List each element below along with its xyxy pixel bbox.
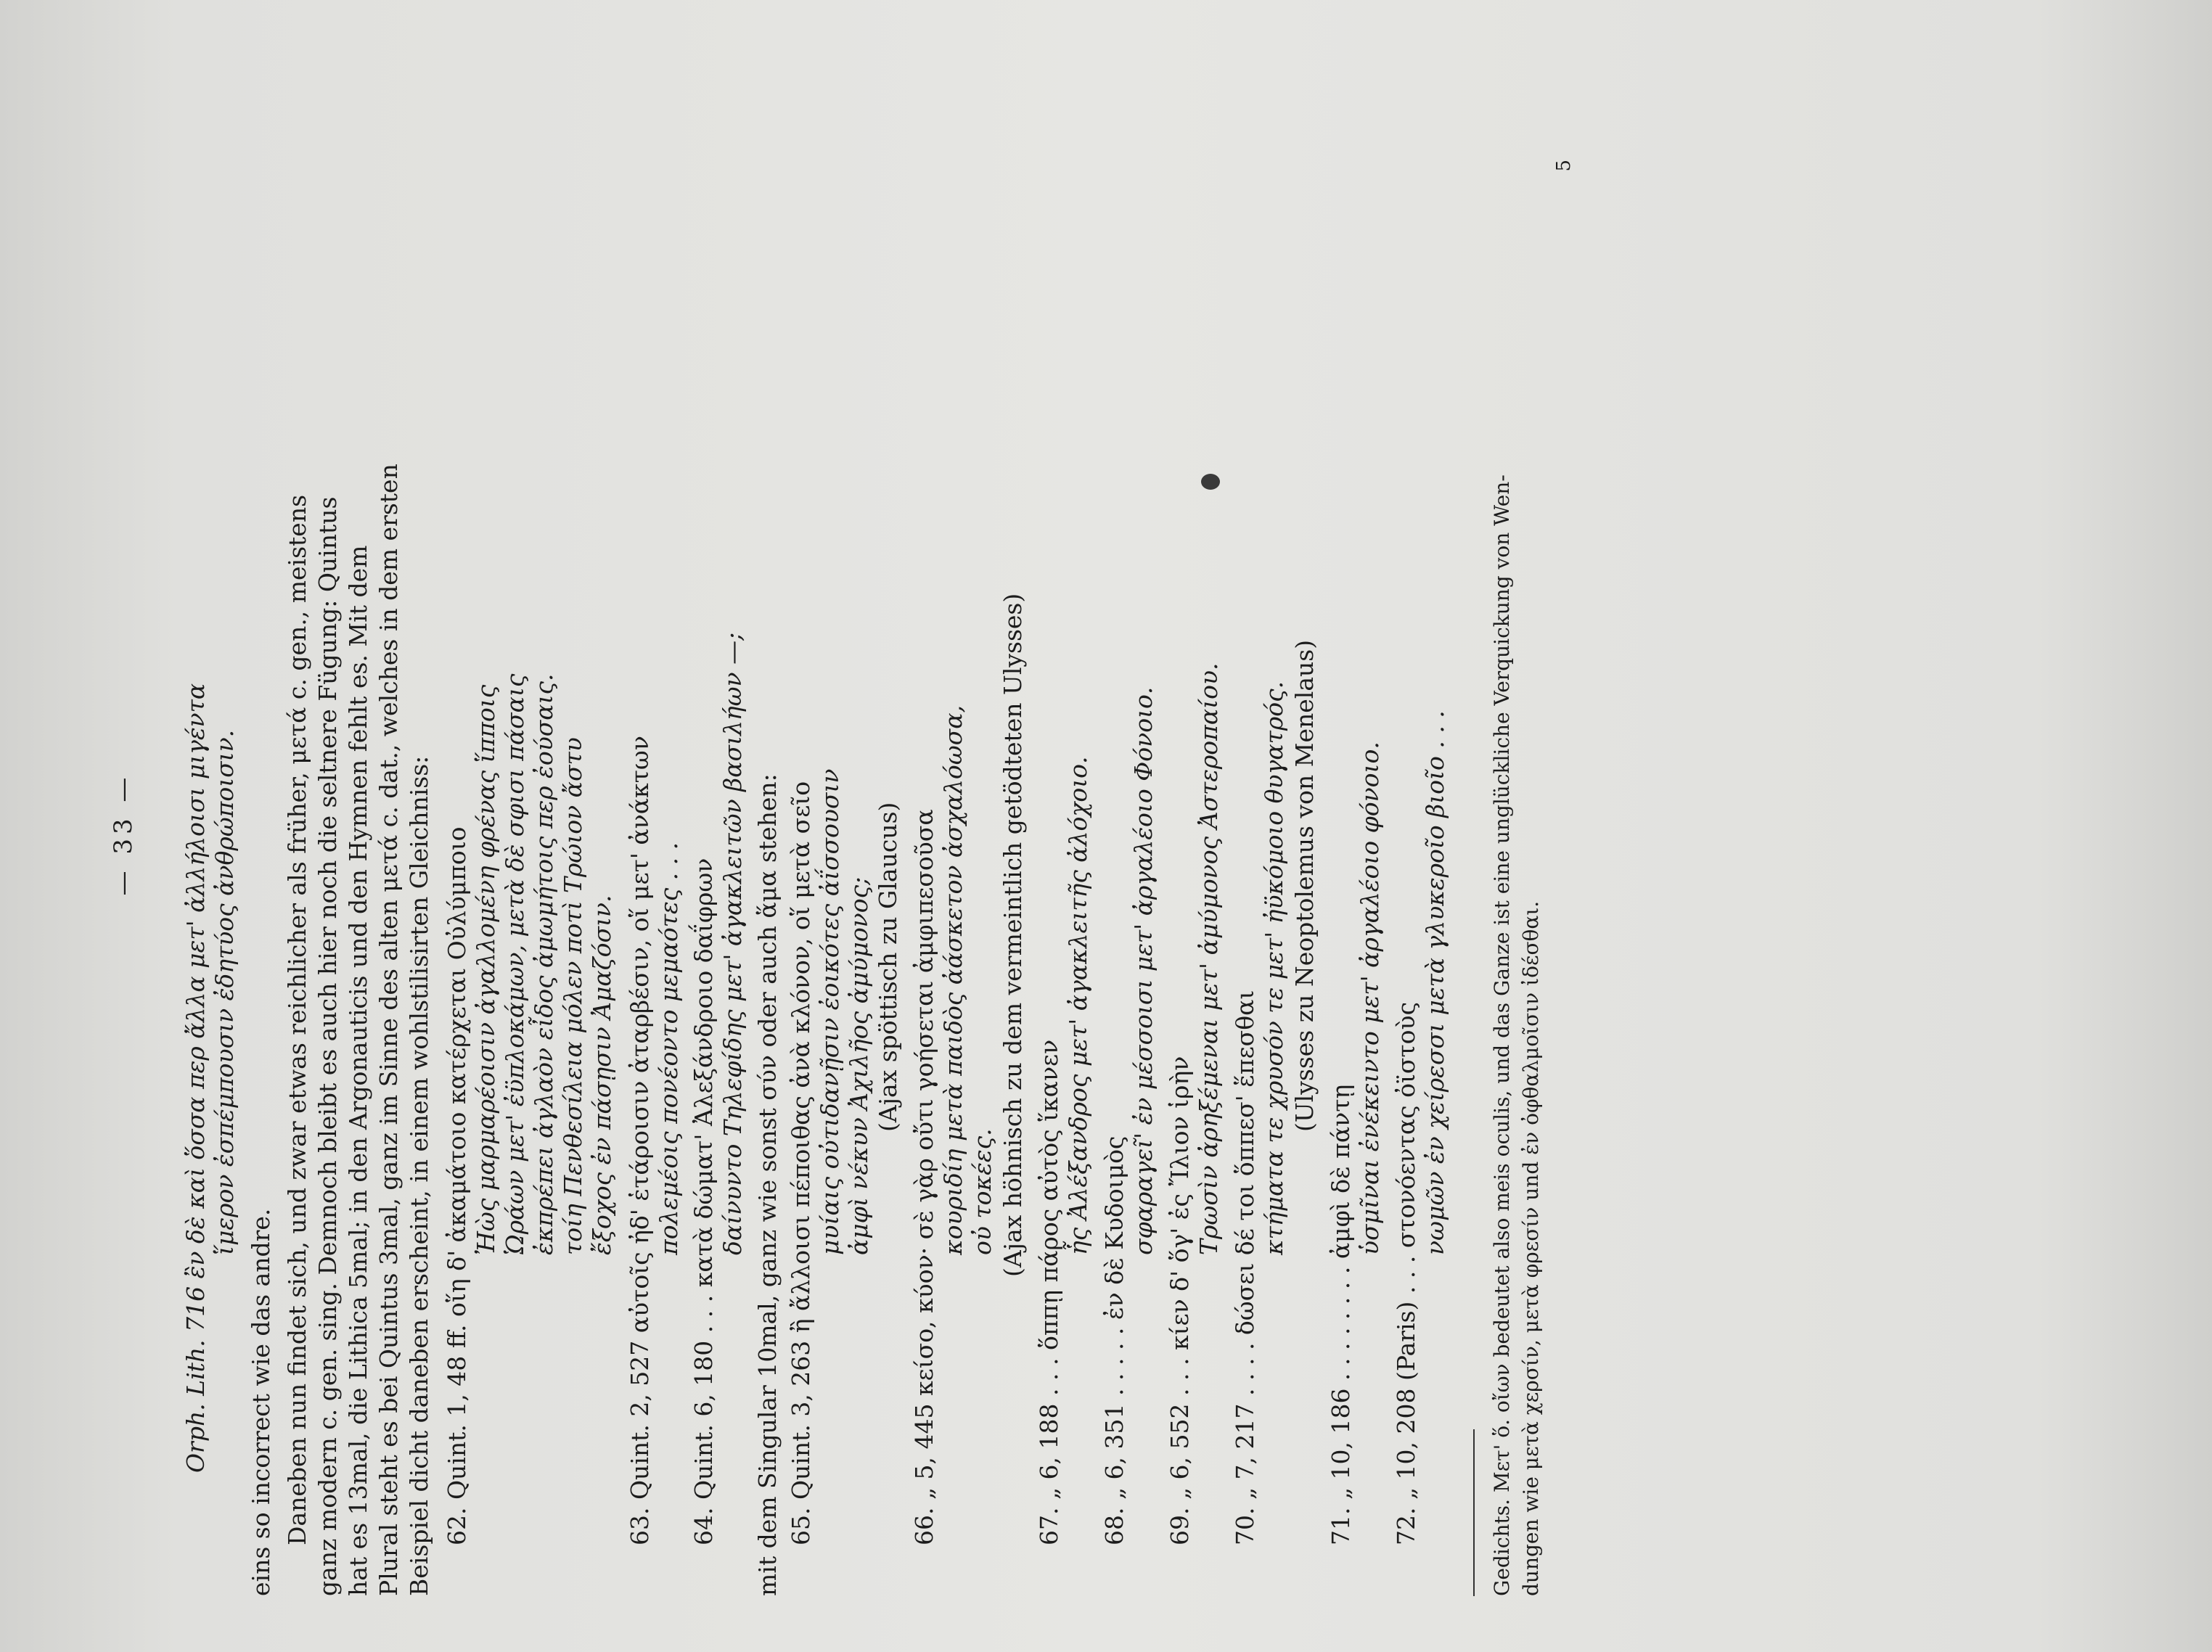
sheet-signature: 5: [1553, 160, 1575, 172]
footnote-line: Gedichts. Μετ' ὅ. οἴων bedeutet also meis oculis, und das Ganze ist eine unglückliche Verquickung von Wen-: [1490, 474, 1514, 1596]
greek-quote: Τρωσὶν ἀρηξέμεναι μετ' ἀμύμονος Ἀστεροπαίου.: [1195, 662, 1223, 1255]
greek-quote: πολεμέοις πονέοντο μεμαότες . . .: [655, 842, 683, 1255]
greek-quote: τοίη Πενθεσίλεια μόλεν ποτὶ Τρώιον ἄστυ: [559, 737, 587, 1255]
greek-quote: κουριδίη μετὰ παιδὸς ἀάσκετον ἀσχαλόωσα,: [939, 705, 967, 1255]
text-line: Daneben nun findet sich, und zwar etwas reichlicher als früher, μετά c. gen., meistens: [283, 494, 311, 1545]
example-line: 72. „ 10, 208 (Paris) . . . στονόεντας ὀϊστοὺς: [1392, 1001, 1420, 1545]
text-line: mit dem Singular 10mal, ganz wie sonst σύν oder auch ἅμα stehen:: [753, 773, 782, 1596]
greek-quote: ὑσμῖναι ἐνέκειντο μετ' ἀργαλέοιο φόνοιο.: [1356, 741, 1384, 1255]
example-line: 67. „ 6, 188 . . . ὅππῃ πάρος αὐτὸς ἵκανεν: [1035, 1039, 1063, 1545]
example-line: 69. „ 6, 552 . . . κίεν δ' ὅγ' ἐς Ἴλιον ἱρὴν: [1166, 1056, 1194, 1545]
example-line: 64. Quint. 6, 180 . . . κατὰ δώματ' Ἀλεξάνδροιο δαΐφρων: [689, 858, 718, 1545]
greek-quote: σφαραγεῖ' ἐν μέσσοισι μετ' ἀργαλέοιο Φόνοιο.: [1129, 686, 1158, 1255]
greek-quote: κτήματα τε χρυσόν τε μετ' ἠϋκόμοιο θυγατρός.: [1260, 681, 1288, 1255]
comment-line: (Ajax höhnisch zu dem vermeintlich getödteten Ulysses): [999, 593, 1027, 1277]
greek-quote: οὐ τοκέες.: [968, 1128, 996, 1255]
comment-line: (Ajax spöttisch zu Glaucus): [874, 802, 902, 1132]
text-line: Plural steht es bei Quintus 3mal, ganz im Sinne des alten μετά c. dat., welches in dem ersten: [374, 464, 403, 1596]
text-line: Orph. Lith. 716 ἒν δὲ καὶ ὅσσα περ ἄλλα μετ' ἀλλήλοισι μιγέντα: [181, 683, 210, 1473]
greek-quote: ἔξοχος ἐν πάσῃσιν Ἀμαζόσιν.: [588, 895, 616, 1255]
text-line: Beispiel dicht daneben erscheint, in einem wohlstilisirten Gleichniss:: [405, 755, 433, 1596]
greek-quote: Ὡράων μετ' ἐϋπλοκάμων, μετὰ δὲ σφισι πάσαις: [501, 673, 529, 1255]
text-line: eins so incorrect wie das andre.: [247, 1208, 275, 1596]
example-line: 65. Quint. 3, 263 ἢ ἄλλοισι πέποιθας ἀνὰ κλόνον, οἵ μετὰ σεῖο: [787, 781, 815, 1545]
page-number: — 33 —: [109, 773, 138, 896]
text-line: hat es 13mal, die Lithica 5mal; in den Argonauticis und den Hymnen fehlt es. Mit dem: [344, 545, 372, 1596]
example-line: 62. Quint. 1, 48 ff. οἵη δ' ἀκαμάτοιο κατέρχεται Οὐλύμποιο: [443, 826, 471, 1545]
example-line: 70. „ 7, 217 . . . . δώσει δέ τοι ὅππεσ' ἕπεσθαι: [1231, 990, 1259, 1545]
text-line: ganz modern c. gen. sing. Demnoch bleibt es auch hier noch die seltnere Fügung: Quintus: [314, 496, 342, 1596]
example-line: 66. „ 5, 445 κείσο, κύον· σὲ γὰρ οὔτι γοήσεται ἀμφιπεσοῦσα: [910, 809, 938, 1545]
greek-quote: Ἠὼς μαρμαρέοισιν ἀγαλλομένη φρένας ἵπποις: [472, 684, 500, 1255]
greek-quote: μυίαις οὐτιδανῇσιν ἐοικότες ἀΐσσουσιν: [816, 768, 844, 1255]
greek-quote: ἀμφὶ νέκυν Ἀχιλῆος ἀμύμονος;: [845, 876, 873, 1255]
text-line: ἵμερον ἐσπέμπουσιν ἐδητύος ἀνθρώποισιν.: [210, 729, 239, 1255]
example-line: 68. „ 6, 351 . . . . . ἐν δὲ Κυδοιμὸς: [1100, 1135, 1128, 1545]
greek-quote: νωμῶν ἐν χείρεσσι μετὰ γλυκεροῖο βιοῖο . . .: [1421, 710, 1449, 1255]
example-line: 71. „ 10, 186 . . . . . . . . ἀμφὶ δὲ πάντῃ: [1327, 1084, 1355, 1545]
comment-line: (Ulysses zu Neoptolemus von Menelaus): [1290, 639, 1319, 1132]
footnote-rule: [1473, 1429, 1475, 1596]
greek-quote: δαίνυντο Τηλεφίδης μετ' ἀγακλειτῶν βασιλήων —;: [718, 632, 747, 1255]
ink-spot: [1201, 474, 1220, 490]
footnote-line: dungen wie μετὰ χερσίν, μετὰ φρεσίν und ἐν ὀφθαλμοῖσιν ἰδέσθαι.: [1519, 900, 1543, 1596]
greek-quote: ἐκπρέπει ἀγλαὸν εἶδος ἀμωμήτοις περ ἐούσαις.: [530, 673, 558, 1255]
example-line: 63. Quint. 2, 527 αὐτοῖς ἠδ' ἑτάροισιν ἀταρβέσιν, οἵ μετ' ἀνάκτων: [626, 736, 654, 1545]
rotated-text-block: [109, 73, 1938, 1596]
greek-quote: ἧς Ἀλέξανδρος μετ' ἀγακλειτῆς ἀλόχοιο.: [1064, 756, 1092, 1255]
